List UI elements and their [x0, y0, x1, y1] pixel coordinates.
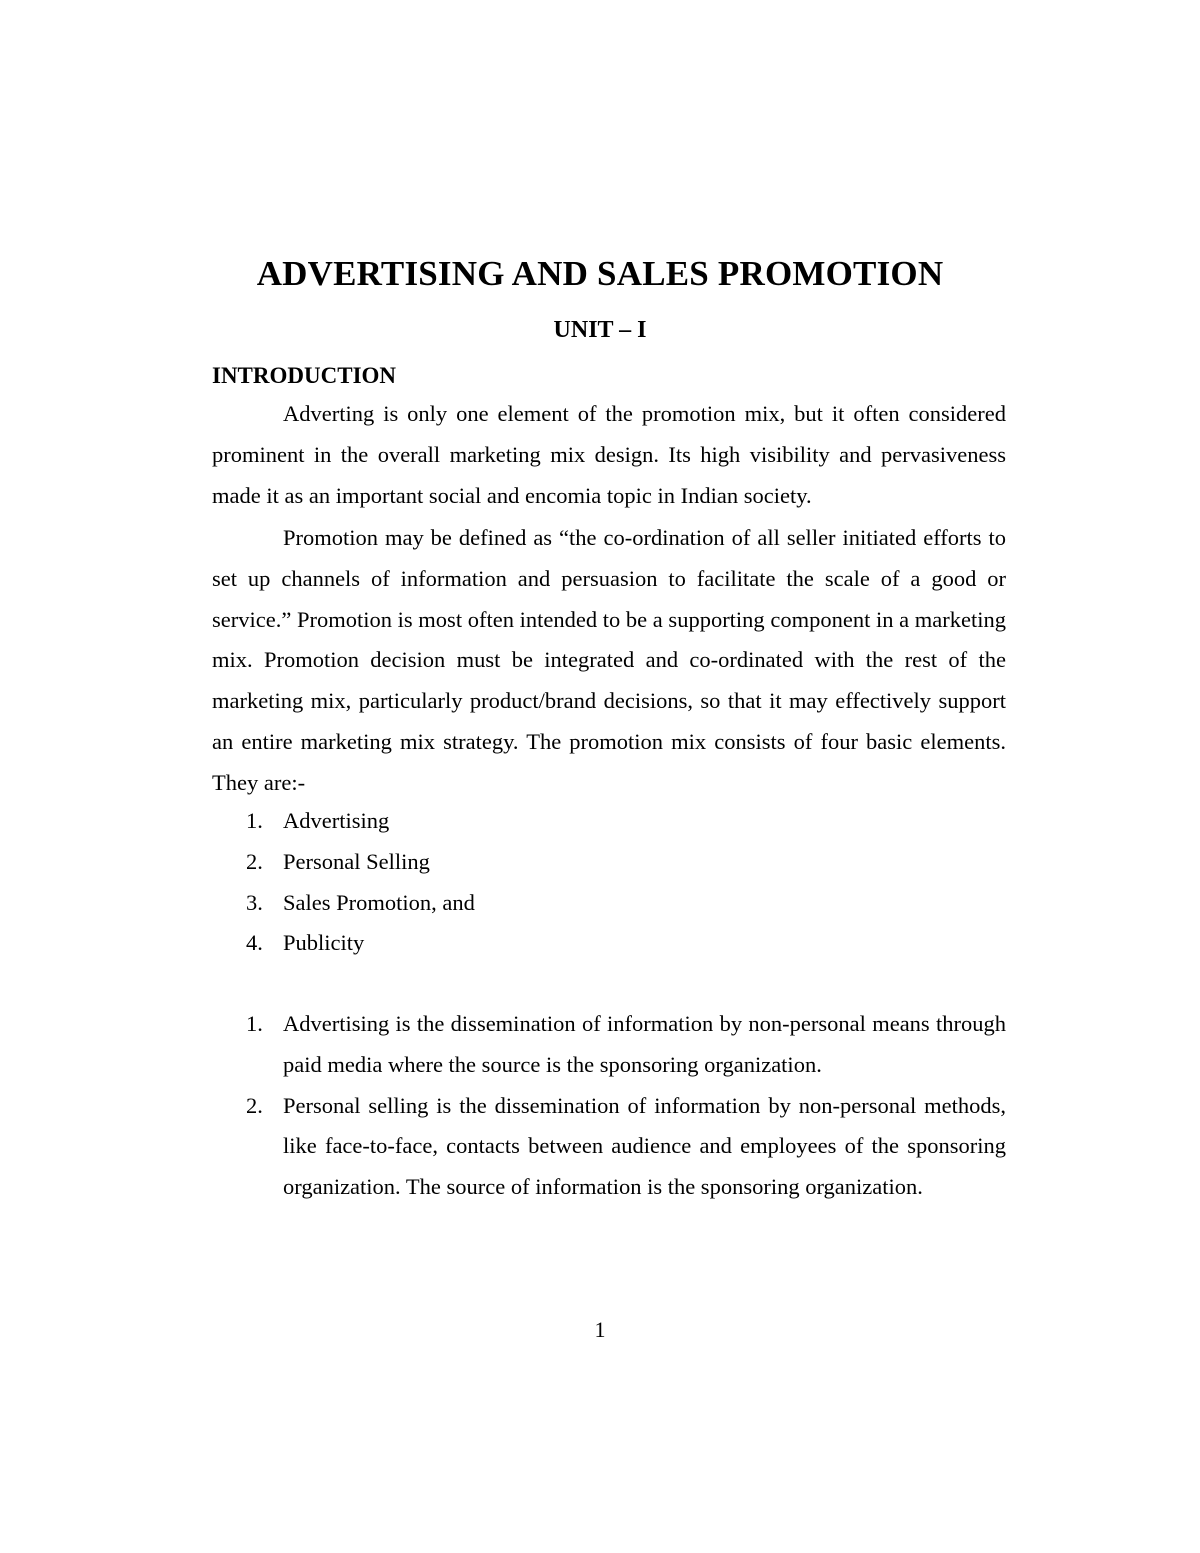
list-item — [212, 883, 1006, 924]
list-item — [212, 842, 1006, 883]
list-text: Personal Selling — [283, 848, 430, 874]
elements-list — [212, 801, 1006, 964]
list-number: 3. — [246, 889, 263, 915]
list-item — [212, 1004, 1006, 1086]
list-number: 1. — [246, 1011, 263, 1036]
definitions-list — [212, 1004, 1006, 1208]
list-text: Personal selling is the dissemination of information by non-personal methods, like face-to-face, contacts between audience and employees of the sponsoring organization. The source of information is the sponsoring organization. — [283, 1092, 1006, 1200]
list-number: 2. — [246, 1092, 263, 1118]
list-item — [212, 1086, 1006, 1208]
list-text: Advertising — [283, 808, 390, 833]
section-heading: INTRODUCTION — [212, 363, 397, 388]
list-text: Sales Promotion, and — [283, 889, 475, 915]
unit-heading: UNIT – I — [553, 317, 647, 343]
list-item — [212, 801, 1006, 842]
list-number: 1. — [246, 808, 263, 833]
page-number: 1 — [594, 1317, 606, 1342]
list-number: 4. — [246, 930, 263, 956]
list-text: Publicity — [283, 930, 365, 956]
list-text: Advertising is the dissemination of information by non-personal means through paid media where the source is the sponsoring organization. — [283, 1011, 1006, 1077]
list-item — [212, 923, 1006, 964]
paragraph: Adverting is only one element of the promotion mix, but it often considered prominent in the overall marketing mix design. Its high visibility and pervasiveness made it as an important social and encomia topic in Indian society. — [212, 401, 1006, 508]
document-title: ADVERTISING AND SALES PROMOTION — [256, 254, 944, 293]
list-number: 2. — [246, 848, 263, 874]
paragraph: Promotion may be defined as “the co-ordination of all seller initiated efforts to set up channels of information and persuasion to facilitate the scale of a good or service.” Promotion is most often intended to be a supporting component in a marketing mix. Promotion decision must be integrated and co-ordinated with the rest of the marketing mix, particularly product/brand decisions, so that it may effectively support an entire marketing mix strategy. The promotion mix consists of four basic elements. They are:- — [212, 525, 1006, 795]
